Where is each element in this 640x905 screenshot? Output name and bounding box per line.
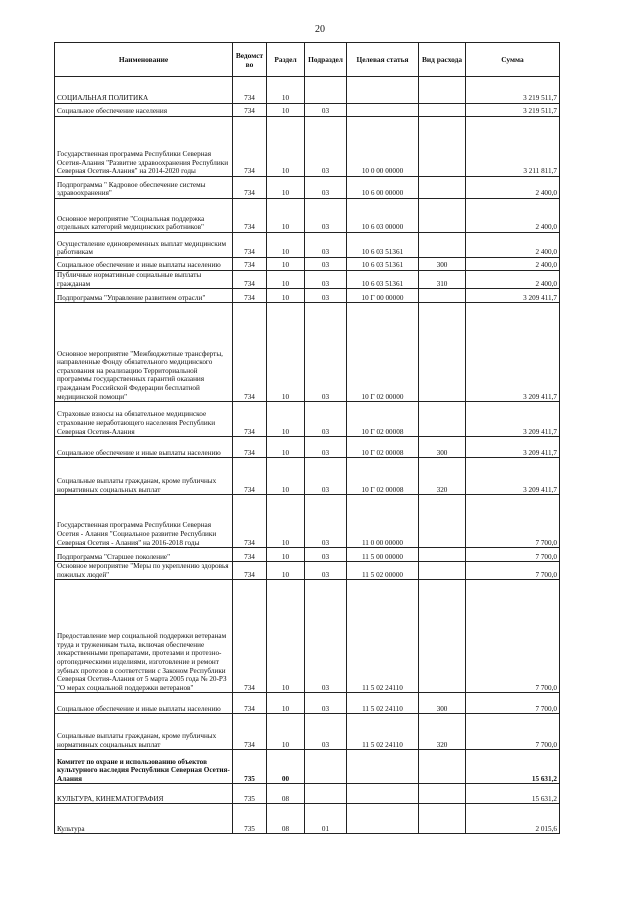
table-cell-sum: 3 209 411,7 [466,303,560,402]
table-row [55,104,560,117]
table-cell-podrazdel [305,784,347,804]
table-cell-sum: 3 209 411,7 [466,437,560,458]
header-ved: Ведомст во [233,43,267,77]
table-cell-sum: 2 400,0 [466,271,560,289]
table-cell-name: Социальные выплаты гражданам, кроме публичных нормативных социальных выплат [55,458,233,495]
table-cell-vid: 320 [419,714,466,750]
table-cell-ved: 734 [233,693,267,714]
table-row [55,784,560,804]
table-cell-ved: 734 [233,458,267,495]
table-cell-name: Социальные выплаты гражданам, кроме публичных нормативных социальных выплат [55,714,233,750]
table-cell-razdel: 10 [267,233,305,258]
table-row [55,495,560,548]
table-cell-sum: 2 400,0 [466,177,560,199]
table-cell-vid [419,177,466,199]
table-cell-razdel: 08 [267,784,305,804]
table-cell-target: 11 5 02 24110 [347,580,419,693]
table-cell-podrazdel: 03 [305,271,347,289]
table-cell-sum: 7 700,0 [466,714,560,750]
table-cell-ved: 735 [233,784,267,804]
table-cell-target [347,804,419,834]
table-cell-name: Социальное обеспечение и иные выплаты населению [55,437,233,458]
table-cell-razdel: 10 [267,548,305,562]
table-cell-ved: 734 [233,77,267,104]
table-cell-podrazdel: 03 [305,495,347,548]
table-cell-sum: 2 015,6 [466,804,560,834]
table-cell-ved: 734 [233,303,267,402]
table-cell-ved: 734 [233,562,267,580]
table-cell-vid [419,117,466,177]
header-razdel: Раздел [267,43,305,77]
table-cell-vid [419,77,466,104]
table-cell-name: СОЦИАЛЬНАЯ ПОЛИТИКА [55,77,233,104]
table-cell-razdel: 08 [267,804,305,834]
table-cell-podrazdel: 03 [305,458,347,495]
table-cell-vid [419,289,466,303]
table-cell-ved: 734 [233,495,267,548]
table-cell-vid: 310 [419,271,466,289]
table-cell-razdel: 10 [267,495,305,548]
table-row [55,199,560,233]
table-cell-razdel: 10 [267,693,305,714]
table-cell-podrazdel: 03 [305,303,347,402]
table-cell-target: 10 6 03 00000 [347,199,419,233]
table-cell-target: 10 0 00 00000 [347,117,419,177]
table-cell-razdel: 10 [267,77,305,104]
table-cell-target: 10 Г 02 00008 [347,402,419,437]
table-cell-target [347,784,419,804]
table-cell-vid [419,784,466,804]
table-cell-vid: 300 [419,693,466,714]
table-cell-razdel: 10 [267,580,305,693]
table-cell-sum: 7 700,0 [466,580,560,693]
table-cell-ved: 734 [233,104,267,117]
table-cell-razdel: 10 [267,177,305,199]
table-cell-vid [419,303,466,402]
table-cell-target: 10 6 03 51361 [347,258,419,271]
table-cell-target: 10 Г 02 00008 [347,458,419,495]
table-cell-razdel: 10 [267,117,305,177]
table-cell-podrazdel: 03 [305,117,347,177]
table-cell-name: Осуществление единовременных выплат медицинским работникам [55,233,233,258]
table-row [55,258,560,271]
table-row [55,580,560,693]
table-cell-podrazdel: 03 [305,177,347,199]
table-cell-razdel: 10 [267,199,305,233]
table-row [55,77,560,104]
table-cell-name: Комитет по охране и использованию объектов культурного наследия Республики Северная Осетия-Алания [55,750,233,784]
table-row [55,562,560,580]
table-cell-podrazdel: 03 [305,562,347,580]
table-cell-vid [419,233,466,258]
table-cell-podrazdel: 03 [305,233,347,258]
table-cell-vid: 300 [419,437,466,458]
table-cell-vid [419,402,466,437]
table-cell-name: Подпрограмма " Кадровое обеспечение системы здравоохранения" [55,177,233,199]
table-cell-podrazdel: 03 [305,714,347,750]
table-cell-razdel: 00 [267,750,305,784]
table-cell-name: Социальное обеспечение населения [55,104,233,117]
table-cell-razdel: 10 [267,271,305,289]
table-cell-ved: 735 [233,750,267,784]
budget-table [54,42,560,834]
table-cell-vid [419,495,466,548]
table-cell-target: 10 Г 02 00008 [347,437,419,458]
table-row [55,177,560,199]
table-cell-target [347,77,419,104]
header-sum: Сумма [466,43,560,77]
table-cell-name: Государственная программа Республики Северная Осетия - Алания "Социальное развитие Республики Северная Осетия - Алания" на 2016-2018 годы [55,495,233,548]
table-cell-name: КУЛЬТУРА, КИНЕМАТОГРАФИЯ [55,784,233,804]
table-cell-podrazdel: 03 [305,580,347,693]
table-cell-ved: 734 [233,289,267,303]
table-cell-ved: 734 [233,117,267,177]
table-cell-vid: 320 [419,458,466,495]
table-cell-target: 10 6 03 51361 [347,233,419,258]
table-cell-razdel: 10 [267,289,305,303]
table-cell-razdel: 10 [267,437,305,458]
table-cell-podrazdel: 03 [305,693,347,714]
table-cell-vid [419,562,466,580]
table-cell-ved: 734 [233,548,267,562]
table-cell-ved: 734 [233,402,267,437]
table-row [55,548,560,562]
table-row [55,750,560,784]
table-cell-sum: 3 211 811,7 [466,117,560,177]
table-cell-name: Социальное обеспечение и иные выплаты населению [55,693,233,714]
table-row [55,804,560,834]
table-row [55,271,560,289]
table-cell-target: 11 5 02 24110 [347,693,419,714]
table-cell-name: Государственная программа Республики Северная Осетия-Алания "Развитие здравоохранения Республики Северная Осетия-Алания" на 2014-2020 годы [55,117,233,177]
table-cell-vid [419,548,466,562]
table-row [55,458,560,495]
table-cell-sum: 2 400,0 [466,233,560,258]
table-cell-vid [419,750,466,784]
table-row [55,714,560,750]
table-row [55,303,560,402]
table-cell-ved: 734 [233,437,267,458]
table-cell-podrazdel: 03 [305,258,347,271]
table-cell-podrazdel: 03 [305,548,347,562]
table-cell-name: Основное мероприятие "Социальная поддержка отдельных категорий медицинских работников" [55,199,233,233]
table-cell-vid [419,804,466,834]
table-cell-podrazdel: 01 [305,804,347,834]
table-cell-razdel: 10 [267,258,305,271]
header-vid: Вид расхода [419,43,466,77]
table-cell-target: 10 Г 00 00000 [347,289,419,303]
table-cell-sum: 7 700,0 [466,562,560,580]
table-row [55,437,560,458]
table-cell-podrazdel: 03 [305,402,347,437]
table-row [55,402,560,437]
table-row [55,289,560,303]
table-cell-ved: 734 [233,258,267,271]
table-cell-sum: 3 219 511,7 [466,104,560,117]
table-cell-ved: 734 [233,271,267,289]
table-cell-sum: 7 700,0 [466,693,560,714]
table-cell-podrazdel [305,750,347,784]
table-cell-target [347,104,419,117]
table-cell-vid: 300 [419,258,466,271]
table-cell-vid [419,104,466,117]
table-cell-sum: 3 209 411,7 [466,458,560,495]
table-cell-name: Основное мероприятие "Меры по укреплению здоровья пожилых людей" [55,562,233,580]
table-row [55,117,560,177]
table-cell-name: Публичные нормативные социальные выплаты гражданам [55,271,233,289]
table-cell-name: Страховые взносы на обязательное медицинское страхование неработающего населения Республики Северная Осетия-Алания [55,402,233,437]
table-cell-ved: 734 [233,580,267,693]
table-cell-ved: 734 [233,199,267,233]
table-cell-vid [419,199,466,233]
table-cell-razdel: 10 [267,714,305,750]
table-cell-sum: 3 209 411,7 [466,289,560,303]
table-cell-sum: 15 631,2 [466,750,560,784]
table-cell-razdel: 10 [267,458,305,495]
table-cell-name: Предоставление мер социальной поддержки ветеранам труда и труженикам тыла, включая обеспечение лекарственными препаратами, протезами и протезно-ортопедическими изделиями, изготовление и ремонт зубных протезов в соответствии с Законом Республики Северная Осетия-Алания от 5 марта 2005 года № 20-РЗ "О мерах социальной поддержки ветеранов" [55,580,233,693]
table-cell-sum: 3 209 411,7 [466,402,560,437]
table-cell-name: Культура [55,804,233,834]
table-cell-podrazdel: 03 [305,437,347,458]
table-cell-vid [419,580,466,693]
table-cell-podrazdel: 03 [305,104,347,117]
table-cell-target: 11 5 00 00000 [347,548,419,562]
table-cell-sum: 2 400,0 [466,258,560,271]
header-name: Наименование [55,43,233,77]
table-cell-razdel: 10 [267,402,305,437]
table-cell-target: 10 6 03 51361 [347,271,419,289]
table-cell-ved: 734 [233,177,267,199]
table-cell-sum: 7 700,0 [466,495,560,548]
table-cell-name: Подпрограмма "Управление развитием отрасли" [55,289,233,303]
table-cell-ved: 734 [233,714,267,750]
table-cell-podrazdel [305,77,347,104]
page-number: 20 [315,24,325,35]
table-cell-sum: 2 400,0 [466,199,560,233]
table-cell-name: Подпрограмма "Старшее поколение" [55,548,233,562]
table-cell-name: Основное мероприятие "Межбюджетные трансферты, направленные Фонду обязательного медицинского страхования на реализацию Территориальной программы государственных гарантий оказания гражданам Российской Федерации бесплатной медицинской помощи" [55,303,233,402]
table-cell-name: Социальное обеспечение и иные выплаты населению [55,258,233,271]
header-target: Целевая статья [347,43,419,77]
table-cell-podrazdel: 03 [305,289,347,303]
table-cell-razdel: 10 [267,303,305,402]
table-row [55,693,560,714]
table-cell-sum: 7 700,0 [466,548,560,562]
table-cell-target: 11 0 00 00000 [347,495,419,548]
table-cell-razdel: 10 [267,104,305,117]
table-cell-target: 10 6 00 00000 [347,177,419,199]
table-row [55,233,560,258]
table-cell-sum: 15 631,2 [466,784,560,804]
table-header-row [55,43,560,77]
table-cell-ved: 734 [233,233,267,258]
table-cell-sum: 3 219 511,7 [466,77,560,104]
header-podrazdel: Подраздел [305,43,347,77]
table-cell-razdel: 10 [267,562,305,580]
table-cell-target [347,750,419,784]
table-cell-ved: 735 [233,804,267,834]
table-cell-target: 11 5 02 24110 [347,714,419,750]
table-cell-podrazdel: 03 [305,199,347,233]
table-cell-target: 10 Г 02 00000 [347,303,419,402]
table-cell-target: 11 5 02 00000 [347,562,419,580]
